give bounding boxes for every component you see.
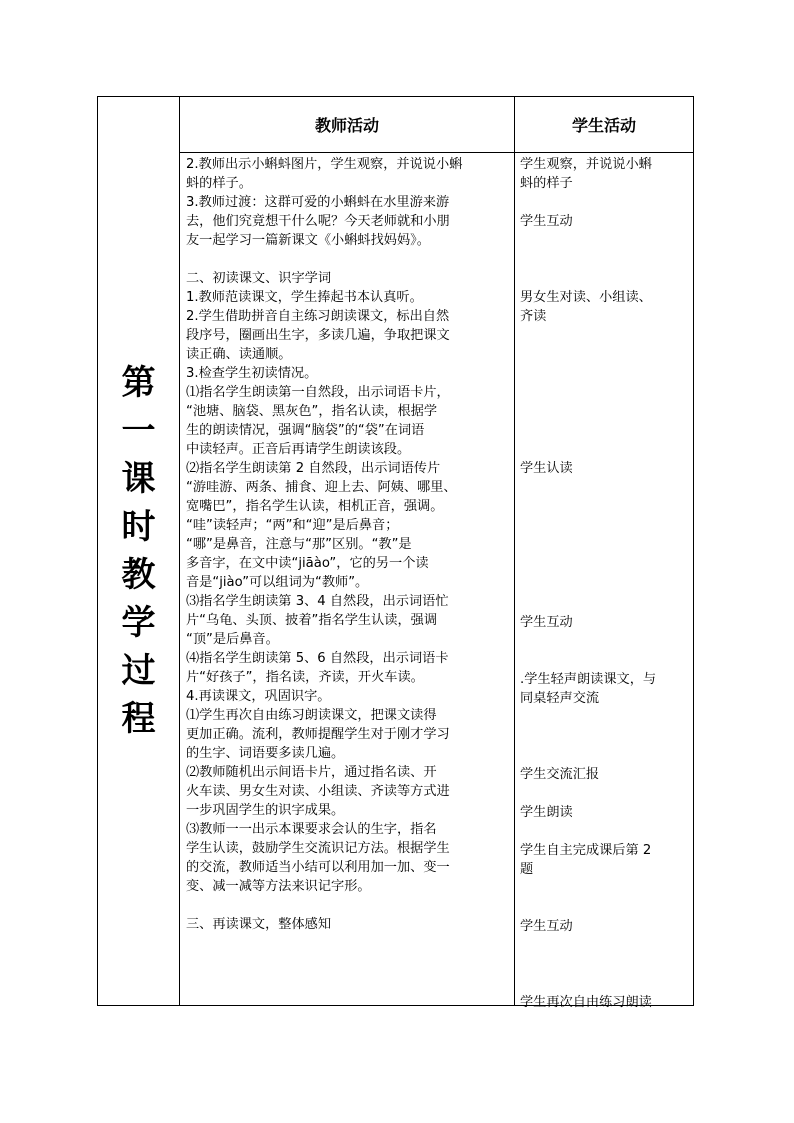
teacher-activity-column [186,155,510,934]
teacher-line: ⑵指名学生朗读第 2 自然段，出示词语传片 [186,461,441,476]
teacher-line: ⑴学生再次自由练习朗读课文，把课文读得 [186,708,437,723]
student-header: 学生活动 [571,116,636,135]
student-note [520,670,690,708]
student-note-line: 男女生对读、小组读、 [520,290,652,305]
title-char: 学 [121,603,156,643]
title-char: 时 [121,507,156,547]
teacher-line: 1.教师范读课文，学生捧起书本认真听。 [186,290,423,305]
student-note-line: 题 [520,862,534,877]
column-divider-left [179,97,180,1005]
teacher-line: 变、减一减等方法来识记字形。 [186,879,371,894]
teacher-line: “哪”是鼻音，注意与“那”区别。“教”是 [186,537,412,552]
teacher-line: ⑶指名学生朗读第 3、4 自然段，出示词语忙 [186,594,449,609]
title-char: 课 [121,459,156,499]
student-note-line: 学生观察，并说说小蝌 [520,157,652,172]
teacher-line: 去，他们究竟想干什么呢？今天老师就和小朋 [186,214,450,229]
teacher-line: 3.检查学生初读情况。 [186,366,318,381]
student-note [520,765,690,784]
teacher-line: 二、初读课文、识字学词 [186,271,332,286]
student-note-line: .学生轻声朗读课文，与 [520,672,657,687]
teacher-line: 宽嘴巴”，指名学生认读，相机正音，强调。 [186,499,444,514]
teacher-line: 2.学生借助拼音自主练习朗读课文，标出自然 [186,309,450,324]
teacher-line: 学生认读，鼓励学生交流识记方法。根据学生 [186,841,450,856]
teacher-line: 一步巩固学生的识字成果。 [186,803,345,818]
teacher-line: 三、再读课文，整体感知 [186,917,332,932]
teacher-line: 音是“jiào”可以组词为“教师”。 [186,575,369,590]
teacher-header: 教师活动 [314,116,379,135]
lesson-table [97,96,694,1010]
student-note-line: 学生自主完成课后第 2 [520,843,652,858]
teacher-line: 4.再读课文，巩固识字。 [186,689,331,704]
student-note [520,212,690,231]
teacher-line: “哇”读轻声；“两”和“迎”是后鼻音； [186,518,399,533]
title-char: 第 [121,363,156,403]
title-char: 过 [121,651,156,691]
teacher-line: 中读轻声。正音后再请学生朗读该段。 [186,442,411,457]
student-note-line: 学生交流汇报 [520,767,600,782]
teacher-line: 3.教师过渡：这群可爱的小蝌蚪在水里游来游 [186,195,450,210]
teacher-line: 更加正确。流利，教师提醒学生对于刚才学习 [186,727,450,742]
teacher-line: 2.教师出示小蝌蚪图片，学生观察，并说说小蝌 [186,157,463,172]
teacher-line: 蚪的样子。 [186,176,252,191]
student-note-line: 学生互动 [520,214,573,229]
teacher-line: ⑷指名学生朗读第 5、6 自然段，出示词语卡 [186,651,449,666]
teacher-line: 段序号，圈画出生字，多读几遍，争取把课文 [186,328,450,343]
student-note [520,613,690,632]
student-note-line: 蚪的样子 [520,176,573,191]
title-char: 一 [121,411,156,451]
teacher-line: 的生字、词语要多读几遍。 [186,746,345,761]
teacher-line: 片“乌龟、头顶、披着”指名学生认读，强调 [186,613,438,628]
student-note-line: 学生认读 [520,461,573,476]
teacher-line: 片“好孩子”，指名读，齐读，开火车读。 [186,670,424,685]
teacher-line: 的交流，教师适当小结可以利用加一加、变一 [186,860,450,875]
column-divider-right [514,97,515,1005]
title-char: 教 [121,555,156,595]
header-divider [179,152,693,153]
teacher-line: 火车读、男女生对读、小组读、齐读等方式进 [186,784,450,799]
student-note [520,288,690,326]
student-note [520,459,690,478]
teacher-line: ⑵教师随机出示间语卡片，通过指名读、开 [186,765,437,780]
student-note [520,155,690,193]
teacher-line: “顶”是后鼻音。 [186,632,279,647]
student-note-line: 学生朗读 [520,805,573,820]
teacher-line [186,896,510,915]
teacher-line: ⑴指名学生朗读第一自然段，出示词语卡片， [186,385,450,400]
student-note-line: 学生互动 [520,919,573,934]
teacher-line: ⑶教师一一出示本课要求会认的生字，指名 [186,822,437,837]
student-note [520,841,690,879]
student-note-line: 齐读 [520,309,547,324]
student-note [520,803,690,822]
teacher-line: “池塘、脑袋、黑灰色”，指名认读，根据学 [186,404,438,419]
student-note-line: 学生互动 [520,615,573,630]
teacher-line: “游哇游、两条、捕食、迎上去、阿姨、哪里、 [186,480,457,495]
teacher-line: 友一起学习一篇新课文《小蝌蚪找妈妈》。 [186,233,430,248]
student-note-line: 同桌轻声交流 [520,691,600,706]
teacher-line: 读正确、读通顺。 [186,347,292,362]
student-note-line: 学生再次自由练习朗读 [520,995,652,1010]
period-title [98,97,179,1005]
student-note [520,993,690,1012]
student-note [520,917,690,936]
teacher-line [186,250,510,269]
title-char: 程 [121,699,156,739]
teacher-line: 多音字，在文中读“jiāào”，它的另一个读 [186,556,429,571]
teacher-line: 生的朗读情况，强调“脑袋”的“袋”在词语 [186,423,425,438]
